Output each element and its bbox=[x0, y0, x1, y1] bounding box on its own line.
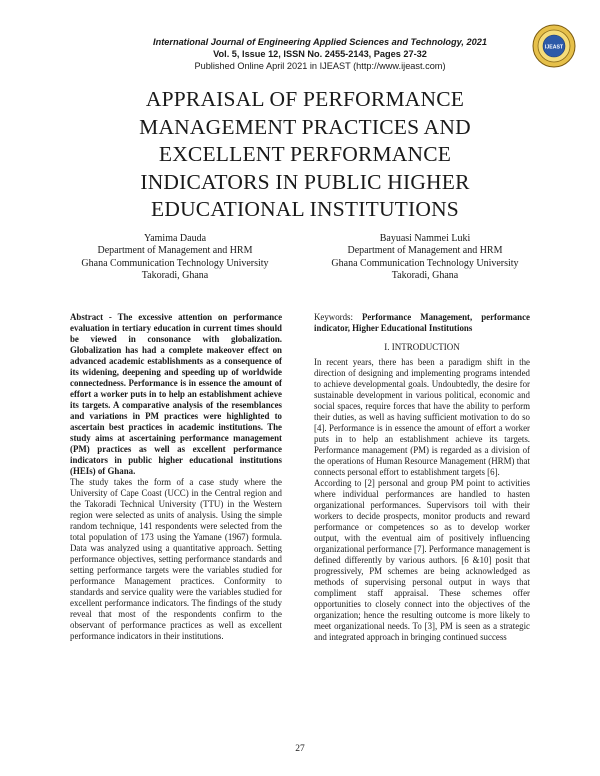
title-line: INDICATORS IN PUBLIC HIGHER bbox=[140, 169, 470, 194]
journal-header bbox=[130, 36, 510, 72]
keywords bbox=[314, 312, 530, 334]
logo-text: IJEAST bbox=[544, 44, 564, 51]
abstract-label: Abstract - bbox=[70, 312, 118, 322]
author-name: Bayuasi Nammei Luki bbox=[379, 233, 471, 244]
author-institution: Ghana Communication Technology University bbox=[81, 257, 269, 269]
keywords-text: Performance Management, performance indicator, Higher Educational Institutions bbox=[314, 312, 530, 333]
journal-logo bbox=[532, 24, 576, 68]
abstract-body: The study takes the form of a case study where the University of Cape Coast (UCC) in the Central region and the Takoradi Technical University (TTU) in the Western region were selected as units of analysis. Using the simple random technique, 141 respondents were selected from the total population of 173 using the Yamane (1967) formula. Data was analyzed using a quantitative approach. Setting performance objectives, setting performance standards and setting performance targets were the variables studied for performance Management practices. Conformity to standards and service quality were the variables studied for excellent performance indicators. The findings of the study reveal that most of the respondents confirm to the observant of performance practices as well as excellent performance indicators in their institutions. bbox=[70, 477, 282, 641]
author-department: Department of Management and HRM bbox=[97, 245, 253, 257]
journal-volume: Vol. 5, Issue 12, ISSN No. 2455-2143, Pages 27-32 bbox=[213, 49, 427, 59]
paper-title bbox=[70, 86, 540, 224]
left-column bbox=[70, 312, 282, 642]
abstract bbox=[70, 312, 282, 477]
title-line: EDUCATIONAL INSTITUTIONS bbox=[151, 197, 459, 221]
author-block-2 bbox=[300, 233, 550, 283]
author-city: Takoradi, Ghana bbox=[391, 270, 459, 282]
author-department: Department of Management and HRM bbox=[347, 245, 503, 257]
author-city: Takoradi, Ghana bbox=[141, 270, 209, 282]
right-column bbox=[314, 312, 530, 643]
intro-paragraph-2: According to [2] personal and group PM point to activities where individual performances are handled to hasten organizational performances. Supervisors toil with their workers to decide prospects, monitor products and reward performance or competences so as to develop worker output, with the eventual aim of positively influencing organizational performance [7]. Performance management is defined differently by various authors. [6 &10] posit that progressively, PM schemes are being acknowledged as methods of supervising personal output in ways that compliment staff appraisal. These schemes offer opportunities to closely connect into the objectives of the organization; hence the resulting outcome is more likely to meet organizational needs. To [3], PM is seen as a strategic and integrated approach in bringing continued success bbox=[314, 478, 530, 642]
author-name: Yamima Dauda bbox=[143, 233, 207, 244]
intro-paragraph-1: In recent years, there has been a paradigm shift in the direction of designing and implementing programs intended to achieve developmental goals. Undoubtedly, the desire for sustainable development in various political, economic and social spaces, require forces that have the ability to perform their duties, as well as having sufficient motivation to do so [4]. Performance is in essence the amount of effort a worker puts in to help an establishment achieve its targets. Performance management (PM) is regarded as a division of the operations of Human Resource Management (HRM) that connects personal effort to establishment targets [6]. bbox=[314, 357, 530, 477]
page-number: 27 bbox=[295, 744, 305, 754]
title-line: MANAGEMENT PRACTICES AND bbox=[139, 114, 471, 139]
section-heading: I. INTRODUCTION bbox=[384, 342, 460, 352]
journal-name: International Journal of Engineering Applied Sciences and Technology, 2021 bbox=[153, 37, 487, 47]
author-institution: Ghana Communication Technology University bbox=[331, 257, 519, 269]
keywords-label: Keywords: bbox=[314, 312, 362, 322]
author-block-1 bbox=[50, 233, 300, 283]
abstract-bold-text: The excessive attention on performance evaluation in tertiary education in current times should be viewed in consonance with globalization. Globalization has had a complete makeover effect on advanced academic establishments as a consequence of its widening, deepening and speeding up of worldwide connectedness. Performance is in essence the amount of effort a worker puts in to help an establishment achieve its targets. A comparative analysis of the resemblances and variations in PM practices were highlighted to ascertain best practices in academic institutions. The study aims at ascertaining performance management (PM) practices as well as excellent performance indicators in public higher educational institutions (HEIs) of Ghana. bbox=[70, 312, 283, 476]
title-line: EXCELLENT PERFORMANCE bbox=[158, 142, 452, 166]
journal-published: Published Online April 2021 in IJEAST (http://www.ijeast.com) bbox=[194, 61, 446, 71]
title-line: APPRAISAL OF PERFORMANCE bbox=[145, 87, 465, 111]
